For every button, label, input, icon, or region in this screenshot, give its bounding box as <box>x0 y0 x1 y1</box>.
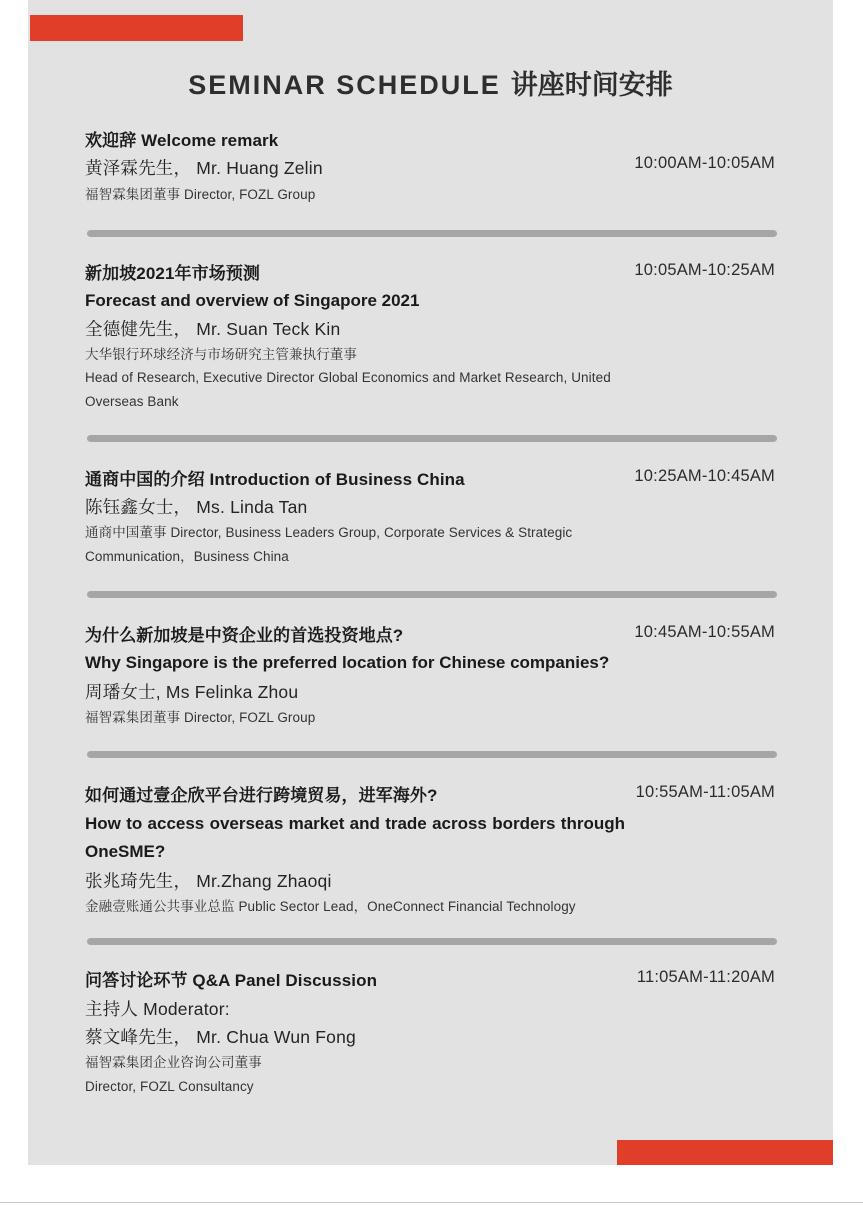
session-affiliation-english: Director, FOZL Consultancy <box>85 1078 254 1094</box>
session-affiliation: 福智霖集团董事 Director, FOZL Group <box>85 710 316 726</box>
section-divider <box>87 591 777 598</box>
page-bottom-rule <box>0 1202 863 1203</box>
session-time: 10:00AM-10:05AM <box>634 154 775 172</box>
divider-wrap <box>0 413 863 442</box>
section-divider <box>87 751 777 758</box>
session-heading: 问答讨论环节 Q&A Panel Discussion <box>85 971 378 991</box>
session-speaker: 蔡文峰先生， Mr. Chua Wun Fong <box>85 1027 356 1048</box>
section-divider <box>87 435 777 442</box>
session-moderator-label: 主持人 Moderator: <box>85 998 230 1019</box>
section-divider <box>87 938 777 945</box>
session-time: 10:55AM-11:05AM <box>635 783 775 802</box>
session-heading-english: Forecast and overview of Singapore 2021 <box>85 291 420 311</box>
session-speaker: 全德健先生， Mr. Suan Teck Kin <box>85 318 341 339</box>
session-speaker: 陈钰鑫女士， Ms. Linda Tan <box>85 497 308 518</box>
session-affiliation: 通商中国董事 Director, Business Leaders Group, Corporate Services & Strategic Communication，Business China <box>85 525 573 564</box>
schedule-item <box>0 442 863 598</box>
divider-wrap <box>0 918 863 945</box>
session-time: 11:05AM-11:20AM <box>636 968 775 987</box>
session-time: 10:45AM-10:55AM <box>634 622 775 641</box>
divider-wrap <box>0 568 863 598</box>
page-title <box>28 63 833 102</box>
session-time: 10:05AM-10:25AM <box>634 260 775 279</box>
schedule-item <box>0 128 863 237</box>
session-affiliation: 大华银行环球经济与市场研究主管兼执行董事 <box>85 347 357 363</box>
page-title-chinese: 讲座时间安排 <box>510 70 673 100</box>
bottom-accent-bar <box>617 1140 833 1165</box>
session-affiliation: 金融壹账通公共事业总监 Public Sector Lead，OneConnect Financial Technology <box>85 899 576 915</box>
session-time: 10:25AM-10:45AM <box>634 466 775 485</box>
session-speaker: 周璠女士, Ms Felinka Zhou <box>85 681 299 702</box>
schedule-item <box>0 945 863 1097</box>
schedule-item <box>0 598 863 758</box>
divider-wrap <box>0 206 863 237</box>
top-accent-bar <box>30 15 243 41</box>
session-heading: 通商中国的介绍 Introduction of Business China <box>85 469 465 489</box>
page-title-english: SEMINAR SCHEDULE <box>188 70 501 100</box>
session-affiliation: 福智霖集团企业咨询公司董事 <box>85 1055 262 1071</box>
schedule-list <box>0 128 863 1098</box>
session-heading: 如何通过壹企欣平台进行跨境贸易，进军海外? <box>85 786 438 806</box>
session-speaker: 黄泽霖先生， Mr. Huang Zelin <box>85 158 323 179</box>
schedule-item <box>0 758 863 945</box>
session-affiliation-english: Head of Research, Executive Director Global Economics and Market Research, United Overseas Bank <box>85 370 611 409</box>
session-heading: 为什么新加坡是中资企业的首选投资地点? <box>85 625 404 645</box>
divider-wrap <box>0 729 863 758</box>
session-heading-english: Why Singapore is the preferred location for Chinese companies? <box>85 653 610 673</box>
session-heading: 新加坡2021年市场预测 <box>85 263 261 283</box>
schedule-item <box>0 237 863 442</box>
section-divider <box>87 230 777 237</box>
session-speaker: 张兆琦先生， Mr.Zhang Zhaoqi <box>85 870 332 891</box>
session-affiliation: 福智霖集团董事 Director, FOZL Group <box>85 186 316 202</box>
session-heading: 欢迎辞 Welcome remark <box>85 131 279 150</box>
session-heading-english: How to access overseas market and trade across borders through OneSME? <box>85 813 625 862</box>
